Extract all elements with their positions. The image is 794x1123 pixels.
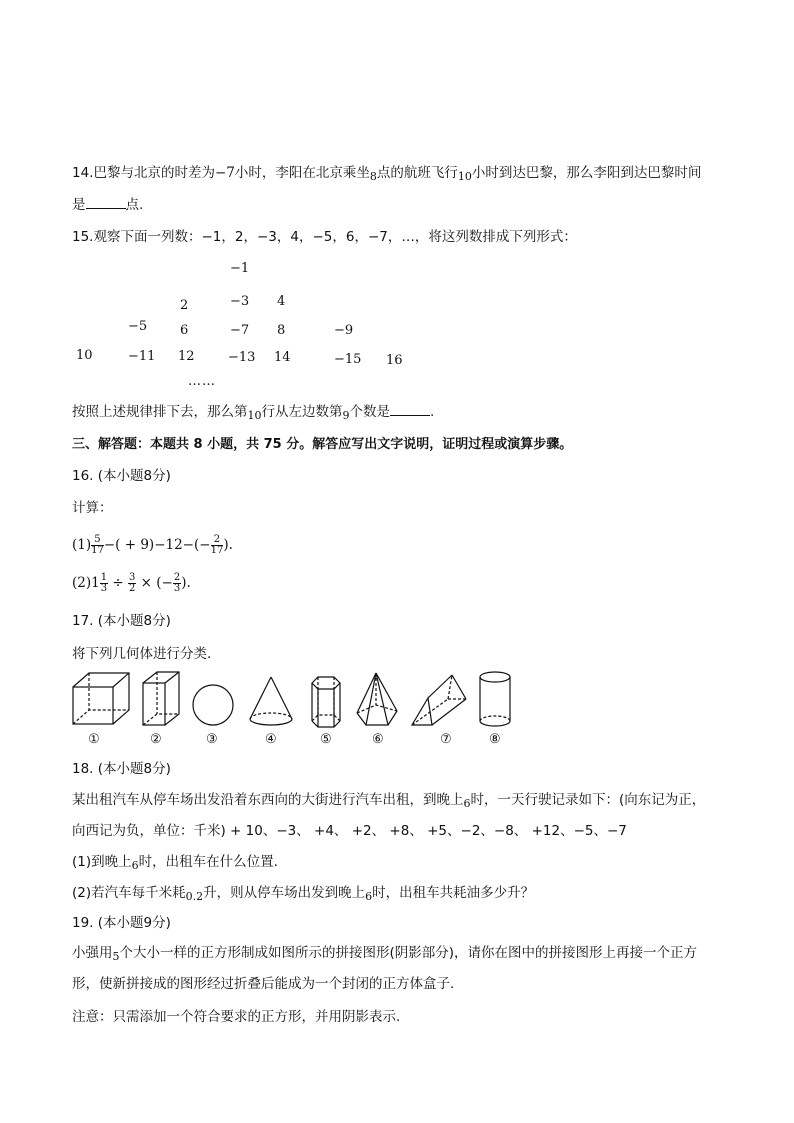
geometry-shapes — [0, 665, 794, 735]
hexagonal-prism-shape — [312, 677, 340, 727]
text: 点. — [125, 197, 144, 213]
triangular-prism-shape — [412, 675, 466, 725]
shape-label: ⑥ — [372, 732, 384, 747]
numerator: 3 — [129, 572, 136, 583]
shape-label: ① — [88, 732, 100, 747]
denominator: 3 — [100, 583, 108, 594]
answer-blank[interactable] — [390, 403, 430, 416]
answer-blank[interactable] — [86, 196, 126, 209]
q19-line3: 注意：只需添加一个符合要求的正方形，并用阴影表示. — [72, 1009, 401, 1025]
cone-shape — [250, 677, 292, 725]
q16-part2 — [72, 570, 191, 596]
numerator: 2 — [211, 535, 224, 546]
math-value: 8 — [369, 170, 377, 183]
math-value: 10 — [457, 170, 472, 183]
text: 升，则从停车场出发到晚上 — [203, 885, 366, 901]
shape-label: ② — [150, 732, 162, 747]
math-value: 6 — [365, 890, 373, 903]
fraction — [211, 535, 224, 556]
q15-line2 — [72, 403, 434, 422]
text: 小时到达巴黎，那么李阳到达巴黎时间 — [471, 165, 702, 181]
q18-header: 18. (本小题8分) — [72, 761, 171, 777]
tri-cell: 12 — [178, 349, 195, 364]
q16-intro: 计算： — [72, 500, 113, 516]
tri-cell: −11 — [128, 349, 156, 364]
math-value: 10 — [247, 409, 262, 422]
denominator: 17 — [210, 545, 224, 556]
tri-cell: 8 — [277, 323, 286, 338]
tri-cell: 2 — [180, 298, 189, 313]
fraction — [100, 573, 108, 594]
q18-line2: 向西记为负，单位：千米) + 10、−3、 +4、 +2、 +8、 +5、−2、−8、 +12、−5、−7 — [72, 823, 627, 839]
q19-header: 19. (本小题9分) — [72, 915, 171, 931]
text: ÷ — [108, 575, 128, 591]
q18-line1 — [72, 791, 705, 810]
math-value: 6 — [131, 859, 139, 872]
cube-shape — [73, 673, 129, 724]
q17-intro: 将下列几何体进行分类. — [72, 646, 212, 662]
tri-cell: 10 — [76, 348, 93, 363]
tri-cell: −15 — [334, 352, 362, 367]
tri-cell: −5 — [128, 319, 148, 334]
q14-line1 — [72, 164, 701, 183]
math-value: −7 — [214, 165, 235, 181]
shape-label: ③ — [206, 732, 218, 747]
denominator: 3 — [173, 583, 181, 594]
text: (1)到晚上 — [72, 854, 132, 870]
text: 个数是 — [349, 404, 390, 420]
q17-header: 17. (本小题8分) — [72, 613, 171, 629]
tri-cell: 16 — [386, 353, 403, 368]
text: 按照上述规律排下去，那么第 — [72, 404, 248, 420]
text: (1) — [72, 537, 92, 553]
shape-label: ⑧ — [489, 732, 501, 747]
q14-line2 — [72, 196, 143, 214]
tri-cell: 6 — [180, 323, 189, 338]
tri-dots: …… — [188, 374, 216, 389]
denominator: 2 — [129, 583, 136, 594]
cylinder-shape — [480, 672, 510, 726]
math-value: 9 — [342, 409, 350, 422]
text: 小强用 — [72, 945, 113, 961]
text: . — [430, 404, 435, 420]
text: 某出租汽车从停车场出发沿着东西向的大街进行汽车出租，到晚上 — [72, 792, 464, 808]
text: (2)若汽车每千米耗 — [72, 885, 186, 901]
shape-label: ⑤ — [320, 732, 332, 747]
math-value: 5 — [112, 950, 120, 963]
tri-cell: −1 — [230, 261, 250, 276]
math-value: 6 — [463, 797, 471, 810]
text: −( + 9)−12−(− — [103, 537, 211, 553]
tri-cell: −3 — [230, 294, 250, 309]
text: 个大小一样的正方形制成如图所示的拼接图形(阴影部分)，请你在图中的拼接图形上再接一个正方 — [119, 945, 698, 961]
numerator: 5 — [91, 535, 104, 546]
text: 时，出租车在什么位置. — [138, 854, 278, 870]
q16-part1 — [72, 532, 233, 558]
math-value: 0.2 — [185, 890, 204, 903]
text: 是 — [72, 197, 86, 213]
tri-cell: −13 — [228, 350, 256, 365]
tri-cell: 4 — [277, 294, 286, 309]
rectangular-prism-shape — [143, 672, 179, 725]
tri-cell: −7 — [230, 323, 250, 338]
section-heading: 三、解答题：本题共 8 小题，共 75 分。解答应写出文字说明，证明过程或演算步骤。 — [72, 437, 573, 452]
text: ). — [181, 575, 191, 591]
sphere-shape — [193, 685, 233, 725]
q19-line2: 形，使新拼接成的图形经过折叠后能成为一个封闭的正方体盒子. — [72, 976, 455, 992]
text: 14.巴黎与北京的时差为 — [72, 165, 215, 181]
text: 时，出租车共耗油多少升？ — [372, 885, 535, 901]
text: ). — [223, 537, 233, 553]
shape-label: ⑦ — [440, 732, 452, 747]
q15-line1: 15.观察下面一列数：−1，2，−3，4，−5，6，−7，…，将这列数排成下列形式： — [72, 229, 577, 245]
q18-part1 — [72, 853, 278, 872]
numerator: 1 — [100, 572, 108, 583]
text: 时，一天行驶记录如下：(向东记为正， — [470, 792, 706, 808]
shape-label: ④ — [265, 732, 277, 747]
q18-part2 — [72, 884, 534, 903]
fraction — [173, 573, 181, 594]
numerator: 2 — [173, 572, 181, 583]
text: × (− — [136, 575, 173, 591]
q16-header: 16. (本小题8分) — [72, 468, 171, 484]
text: 点的航班飞行 — [376, 165, 458, 181]
text: 小时，李阳在北京乘坐 — [234, 165, 370, 181]
text: (2)1 — [72, 575, 100, 591]
fraction — [91, 535, 104, 556]
denominator: 17 — [91, 545, 104, 556]
q19-line1 — [72, 944, 697, 963]
tri-cell: −9 — [334, 323, 354, 338]
pyramid-shape — [357, 673, 397, 725]
text: 行从左边数第 — [261, 404, 343, 420]
tri-cell: 14 — [274, 350, 291, 365]
